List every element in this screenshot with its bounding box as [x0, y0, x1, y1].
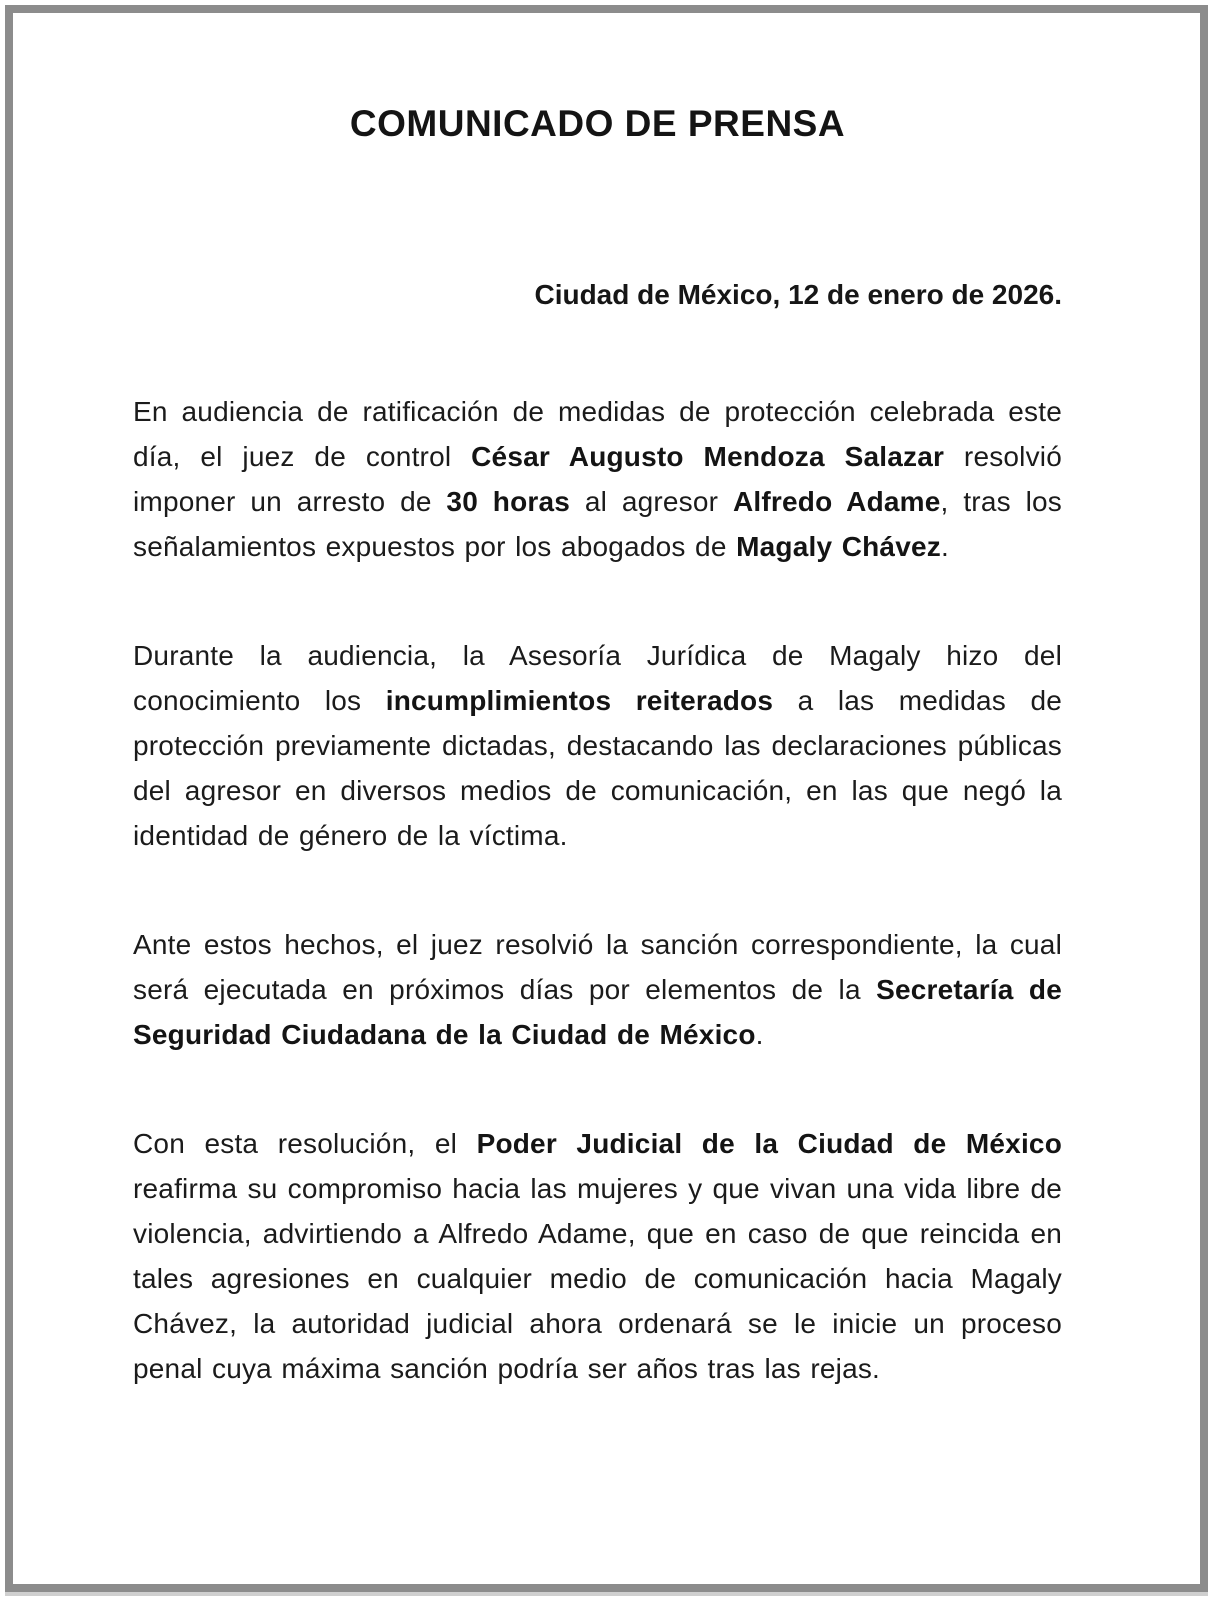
bold-text: Magaly Chávez [736, 531, 941, 562]
dateline: Ciudad de México, 12 de enero de 2026. [534, 279, 1062, 310]
body-text: Con esta resolución, el [133, 1128, 477, 1159]
bold-text: 30 horas [446, 486, 571, 517]
bold-text: Secretaría de Seguridad Ciudadana de la Ciudad de México [133, 974, 1062, 1050]
paragraph [133, 922, 1062, 1057]
body-text: resolvió imponer un arresto de [133, 441, 1062, 517]
bold-text: Poder Judicial de la Ciudad de México [476, 1128, 1062, 1159]
body-text: . [755, 1019, 764, 1050]
body-text: reafirma su compromiso hacia las mujeres y que vivan una vida libre de violencia, advirtiendo a Alfredo Adame, que en caso de que reincida en tales agresiones en cualquier medio de comunicación hacia Magaly Chávez, la autoridad judicial ahora ordenará se le inicie un proceso penal cuya máxima sanción podría ser años tras las rejas. [133, 1173, 1062, 1384]
body-text: al agresor [570, 486, 733, 517]
body-text: Durante la audiencia, la Asesoría Jurídica de Magaly hizo del conocimiento los [133, 640, 1062, 716]
bold-text: César Augusto Mendoza Salazar [471, 441, 945, 472]
body-text: , tras los señalamientos expuestos por los abogados de [133, 486, 1062, 562]
paragraph [133, 633, 1062, 858]
document-title: COMUNICADO DE PRENSA [349, 103, 846, 144]
paragraph [133, 1121, 1062, 1391]
paragraph [133, 389, 1062, 569]
bold-text: incumplimientos reiterados [385, 685, 774, 716]
document-body [133, 389, 1062, 1391]
body-text: En audiencia de ratificación de medidas de protección celebrada este día, el juez de control [133, 396, 1062, 472]
press-release-page [5, 5, 1208, 1592]
bold-text: Alfredo Adame [732, 486, 941, 517]
body-text: Ante estos hechos, el juez resolvió la sanción correspondiente, la cual será ejecutada en próximos días por elementos de la [133, 929, 1062, 1005]
body-text: a las medidas de protección previamente dictadas, destacando las declaraciones públicas del agresor en diversos medios de comunicación, en las que negó la identidad de género de la víctima. [133, 685, 1062, 851]
page-content [13, 13, 1200, 1391]
body-text: . [940, 531, 949, 562]
